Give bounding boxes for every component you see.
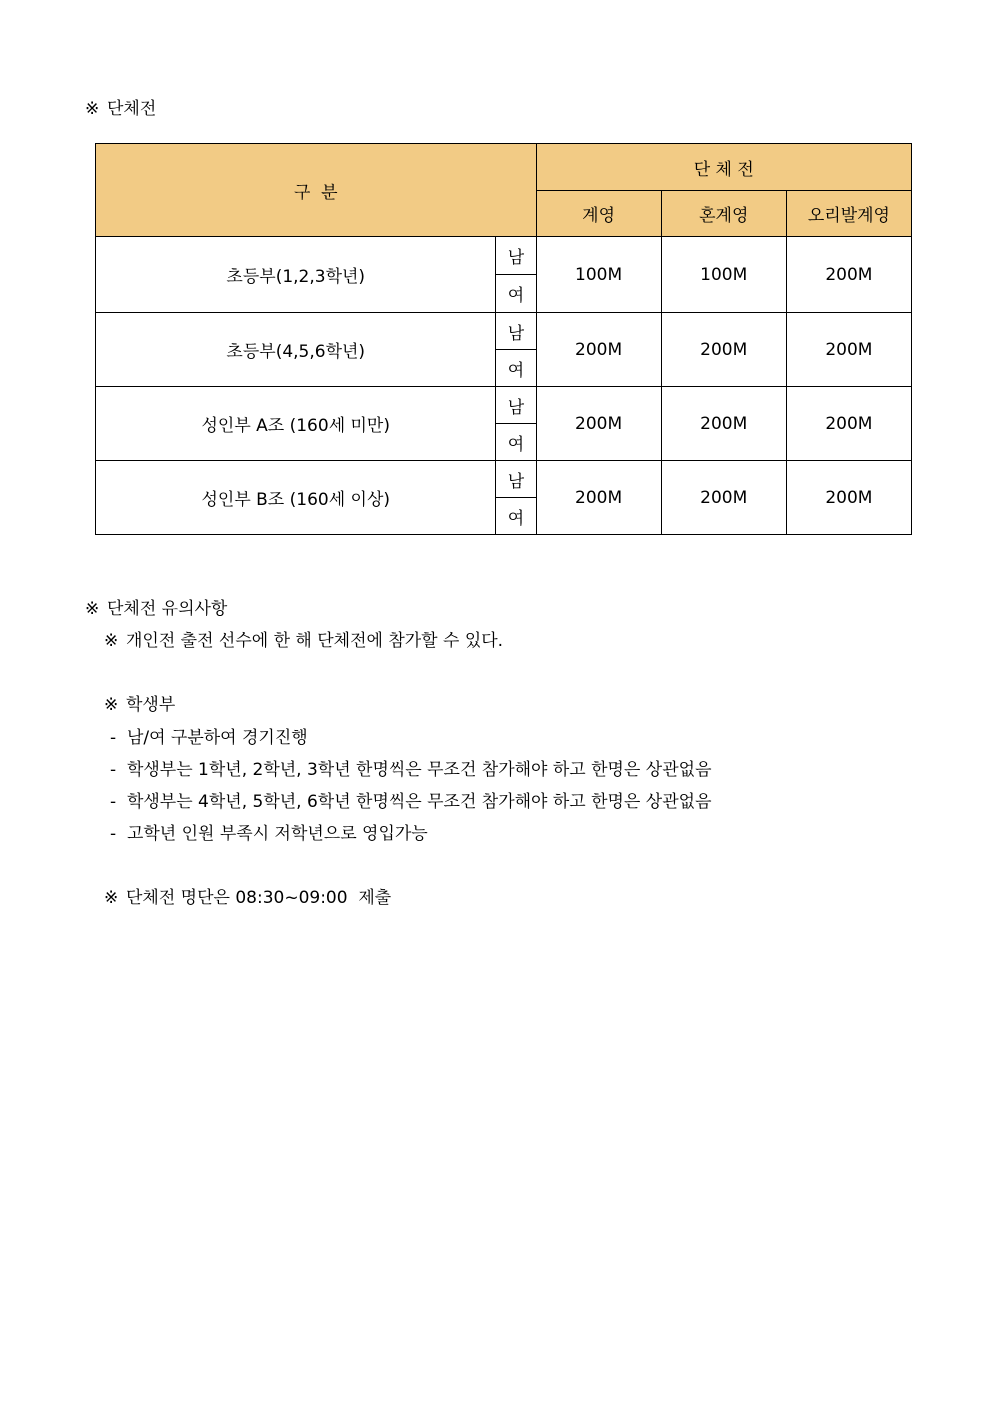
category-cell: 성인부 A조 (160세 미만) xyxy=(96,387,496,461)
deadline-note xyxy=(104,888,391,908)
sex-cell-male: 남 xyxy=(496,313,536,350)
table-row xyxy=(96,461,912,498)
event-header: 오리발계영 xyxy=(786,191,911,237)
section-title-text: 단체전 xyxy=(107,99,157,119)
student-heading xyxy=(104,695,175,715)
list-item: - 학생부는 4학년, 5학년, 6학년 한명씩은 무조건 참가해야 하고 한명은 상관없음 xyxy=(110,792,712,812)
table-row xyxy=(96,313,912,350)
value-cell: 200M xyxy=(786,313,911,387)
notes-heading-text: 단체전 유의사항 xyxy=(107,599,228,619)
group-header: 단 체 전 xyxy=(536,144,911,191)
value-cell: 200M xyxy=(536,313,661,387)
list-item: - 학생부는 1학년, 2학년, 3학년 한명씩은 무조건 참가해야 하고 한명은 상관없음 xyxy=(110,760,712,780)
section-title xyxy=(85,99,156,119)
deadline-text: 단체전 명단은 08:30~09:00 제출 xyxy=(126,888,392,908)
sex-cell-male: 남 xyxy=(496,461,536,498)
value-cell: 200M xyxy=(536,387,661,461)
event-header: 계영 xyxy=(536,191,661,237)
reference-mark-icon: ※ xyxy=(104,631,119,651)
value-cell: 200M xyxy=(661,313,786,387)
notes-line xyxy=(104,631,503,651)
reference-mark-icon: ※ xyxy=(104,888,119,908)
reference-mark-icon: ※ xyxy=(85,599,100,619)
category-cell: 초등부(1,2,3학년) xyxy=(96,237,496,313)
category-cell: 성인부 B조 (160세 이상) xyxy=(96,461,496,535)
sex-cell-female: 여 xyxy=(496,350,536,387)
notes-heading xyxy=(85,599,227,619)
table-row xyxy=(96,237,912,275)
student-heading-text: 학생부 xyxy=(126,695,176,715)
table-row xyxy=(96,387,912,424)
value-cell: 200M xyxy=(661,461,786,535)
sex-cell-female: 여 xyxy=(496,424,536,461)
notes-line-text: 개인전 출전 선수에 한 해 단체전에 참가할 수 있다. xyxy=(126,631,504,651)
list-item: - 남/여 구분하여 경기진행 xyxy=(110,728,308,748)
reference-mark-icon: ※ xyxy=(85,99,100,119)
sex-cell-female: 여 xyxy=(496,275,536,313)
reference-mark-icon: ※ xyxy=(104,695,119,715)
category-header: 구 분 xyxy=(96,144,537,237)
team-event-table xyxy=(95,143,912,535)
value-cell: 100M xyxy=(536,237,661,313)
value-cell: 200M xyxy=(536,461,661,535)
value-cell: 200M xyxy=(786,461,911,535)
value-cell: 200M xyxy=(661,387,786,461)
sex-cell-male: 남 xyxy=(496,387,536,424)
value-cell: 100M xyxy=(661,237,786,313)
sex-cell-female: 여 xyxy=(496,498,536,535)
value-cell: 200M xyxy=(786,387,911,461)
event-header: 혼계영 xyxy=(661,191,786,237)
value-cell: 200M xyxy=(786,237,911,313)
category-cell: 초등부(4,5,6학년) xyxy=(96,313,496,387)
list-item: - 고학년 인원 부족시 저학년으로 영입가능 xyxy=(110,824,428,844)
sex-cell-male: 남 xyxy=(496,237,536,275)
